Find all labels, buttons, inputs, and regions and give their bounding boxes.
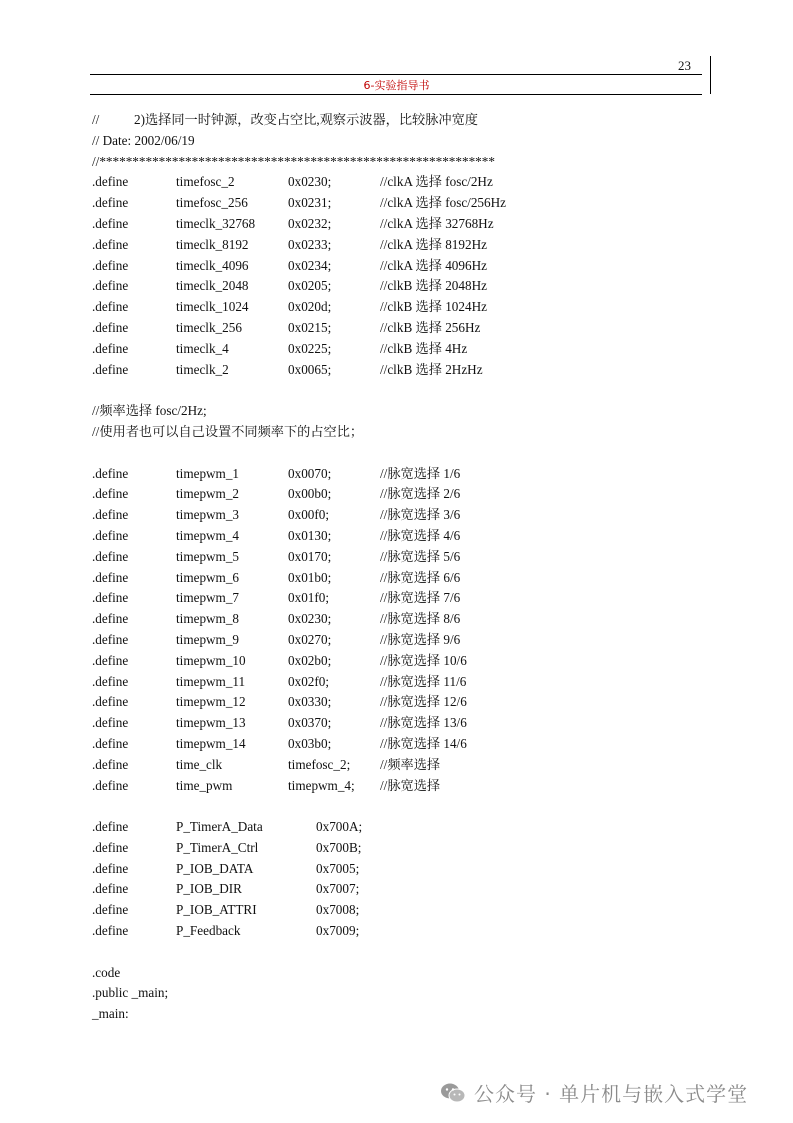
define-comment: //脉宽选择 1/6 [380,465,461,481]
define-name: time_clk [176,756,223,772]
define-keyword: .define [92,486,129,502]
define-comment: //clkA 选择 8192Hz [380,236,487,252]
define-name: timepwm_7 [176,590,240,606]
define-value: 0x03b0; [288,735,332,751]
define-name: P_TimerA_Data [176,819,263,835]
define-name: timepwm_8 [176,611,240,627]
define-name: timepwm_13 [176,715,246,731]
define-comment: //脉宽选择 7/6 [380,590,461,606]
define-keyword: .define [92,569,129,585]
define-name: time_pwm [176,777,233,793]
define-value: 0x0205; [288,278,332,294]
define-value: 0x0233; [288,236,332,252]
define-name: timepwm_14 [176,735,246,751]
note-text: //使用者也可以自己设置不同频率下的占空比； [92,423,364,439]
code-directive: .code [92,964,121,980]
define-keyword: .define [92,819,129,835]
define-name: timepwm_2 [176,486,240,502]
define-name: timeclk_2 [176,361,229,377]
define-comment: //clkA 选择 4096Hz [380,257,487,273]
define-comment: //脉宽选择 5/6 [380,548,461,564]
define-value: 0x0130; [288,527,332,543]
define-comment: //脉宽选择 13/6 [380,715,467,731]
define-keyword: .define [92,652,129,668]
define-value: 0x01b0; [288,569,332,585]
define-value: timefosc_2; [288,756,351,772]
define-value: 0x7008; [316,902,360,918]
define-value: 0x0225; [288,340,332,356]
define-comment: //clkA 选择 fosc/256Hz [380,195,506,211]
define-comment: //脉宽选择 11/6 [380,673,467,689]
define-keyword: .define [92,465,129,481]
define-keyword: .define [92,735,129,751]
define-name: P_Feedback [176,923,241,939]
define-comment: //clkB 选择 2HzHz [380,361,483,377]
define-value: 0x00b0; [288,486,332,502]
define-keyword: .define [92,507,129,523]
define-keyword: .define [92,590,129,606]
define-name: P_TimerA_Ctrl [176,839,259,855]
header-rule-bottom [90,94,702,95]
page-number: 23 [678,58,691,73]
define-name: timeclk_2048 [176,278,249,294]
define-name: timepwm_11 [176,673,246,689]
define-keyword: .define [92,361,129,377]
define-comment: //频率选择 [380,756,441,772]
define-keyword: .define [92,195,129,211]
define-keyword: .define [92,860,129,876]
define-value: 0x7005; [316,860,360,876]
define-keyword: .define [92,611,129,627]
define-comment: //clkB 选择 1024Hz [380,299,487,315]
define-keyword: .define [92,257,129,273]
define-value: 0x0231; [288,195,332,211]
define-comment: //clkA 选择 fosc/2Hz [380,174,493,190]
watermark-text: 公众号 · 单片机与嵌入式学堂 [474,1082,749,1106]
date-text: // Date: 2002/06/19 [92,132,195,148]
header-rule-top [90,74,702,75]
define-value: 0x0215; [288,319,332,335]
define-name: timepwm_1 [176,465,240,481]
define-value: 0x700B; [316,839,362,855]
define-keyword: .define [92,548,129,564]
define-name: timepwm_4 [176,527,240,543]
define-comment: //脉宽选择 10/6 [380,652,467,668]
define-value: 0x0065; [288,361,332,377]
define-name: timeclk_256 [176,319,242,335]
define-value: 0x020d; [288,299,332,315]
define-keyword: .define [92,715,129,731]
define-comment: //脉宽选择 12/6 [380,694,467,710]
define-comment: //脉宽选择 6/6 [380,569,461,585]
define-keyword: .define [92,881,129,897]
define-name: timeclk_4096 [176,257,249,273]
define-name: timefosc_256 [176,195,248,211]
define-value: 0x00f0; [288,507,330,523]
define-name: timeclk_4 [176,340,229,356]
note-text: //频率选择 fosc/2Hz; [92,403,207,419]
define-name: timepwm_5 [176,548,240,564]
define-keyword: .define [92,174,129,190]
define-keyword: .define [92,631,129,647]
define-value: 0x7009; [316,923,360,939]
define-keyword: .define [92,923,129,939]
wechat-icon [440,1082,466,1104]
define-keyword: .define [92,319,129,335]
define-name: timepwm_9 [176,631,240,647]
define-keyword: .define [92,527,129,543]
define-keyword: .define [92,777,129,793]
define-keyword: .define [92,839,129,855]
define-comment: //脉宽选择 3/6 [380,507,461,523]
define-value: 0x0270; [288,631,332,647]
define-value: 0x02b0; [288,652,332,668]
define-value: 0x0234; [288,257,332,273]
main-label: _main: [92,1006,129,1022]
define-keyword: .define [92,215,129,231]
define-name: timepwm_10 [176,652,246,668]
define-value: 0x0330; [288,694,332,710]
define-value: 0x0232; [288,215,332,231]
define-name: P_IOB_DIR [176,881,242,897]
define-comment: //clkB 选择 4Hz [380,340,468,356]
define-value: 0x0070; [288,465,332,481]
header-title: 6-实验指导书 [363,79,430,92]
intro-comment-text: 2)选择同一时钟源，改变占空比,观察示波器，比较脉冲宽度 [134,112,478,127]
define-keyword: .define [92,278,129,294]
define-comment: //clkB 选择 256Hz [380,319,481,335]
define-keyword: .define [92,340,129,356]
define-name: timepwm_3 [176,507,240,523]
define-keyword: .define [92,673,129,689]
define-comment: //脉宽选择 4/6 [380,527,461,543]
define-comment: //脉宽选择 8/6 [380,611,461,627]
define-comment: //脉宽选择 9/6 [380,631,461,647]
define-keyword: .define [92,902,129,918]
define-value: 0x0170; [288,548,332,564]
watermark [440,1078,748,1107]
define-comment: //脉宽选择 14/6 [380,735,467,751]
define-comment: //脉宽选择 2/6 [380,486,461,502]
define-value: 0x02f0; [288,673,330,689]
define-comment: //clkB 选择 2048Hz [380,278,487,294]
define-comment: //clkA 选择 32768Hz [380,215,494,231]
define-value: 0x7007; [316,881,360,897]
define-name: P_IOB_DATA [176,860,254,876]
define-name: timepwm_6 [176,569,240,585]
define-value: timepwm_4; [288,777,355,793]
define-comment: //脉宽选择 [380,777,441,793]
define-keyword: .define [92,756,129,772]
define-keyword: .define [92,694,129,710]
separator-text: //************************************************************ [92,153,495,169]
define-name: timefosc_2 [176,174,235,190]
define-value: 0x700A; [316,819,363,835]
define-value: 0x0230; [288,174,332,190]
public-directive: .public _main; [92,985,169,1001]
define-value: 0x01f0; [288,590,330,606]
define-keyword: .define [92,299,129,315]
define-value: 0x0370; [288,715,332,731]
define-keyword: .define [92,236,129,252]
define-name: timepwm_12 [176,694,246,710]
define-value: 0x0230; [288,611,332,627]
comment-prefix: // [92,112,100,127]
define-name: P_IOB_ATTRI [176,902,257,918]
define-name: timeclk_1024 [176,299,249,315]
define-name: timeclk_32768 [176,215,256,231]
define-name: timeclk_8192 [176,236,249,252]
